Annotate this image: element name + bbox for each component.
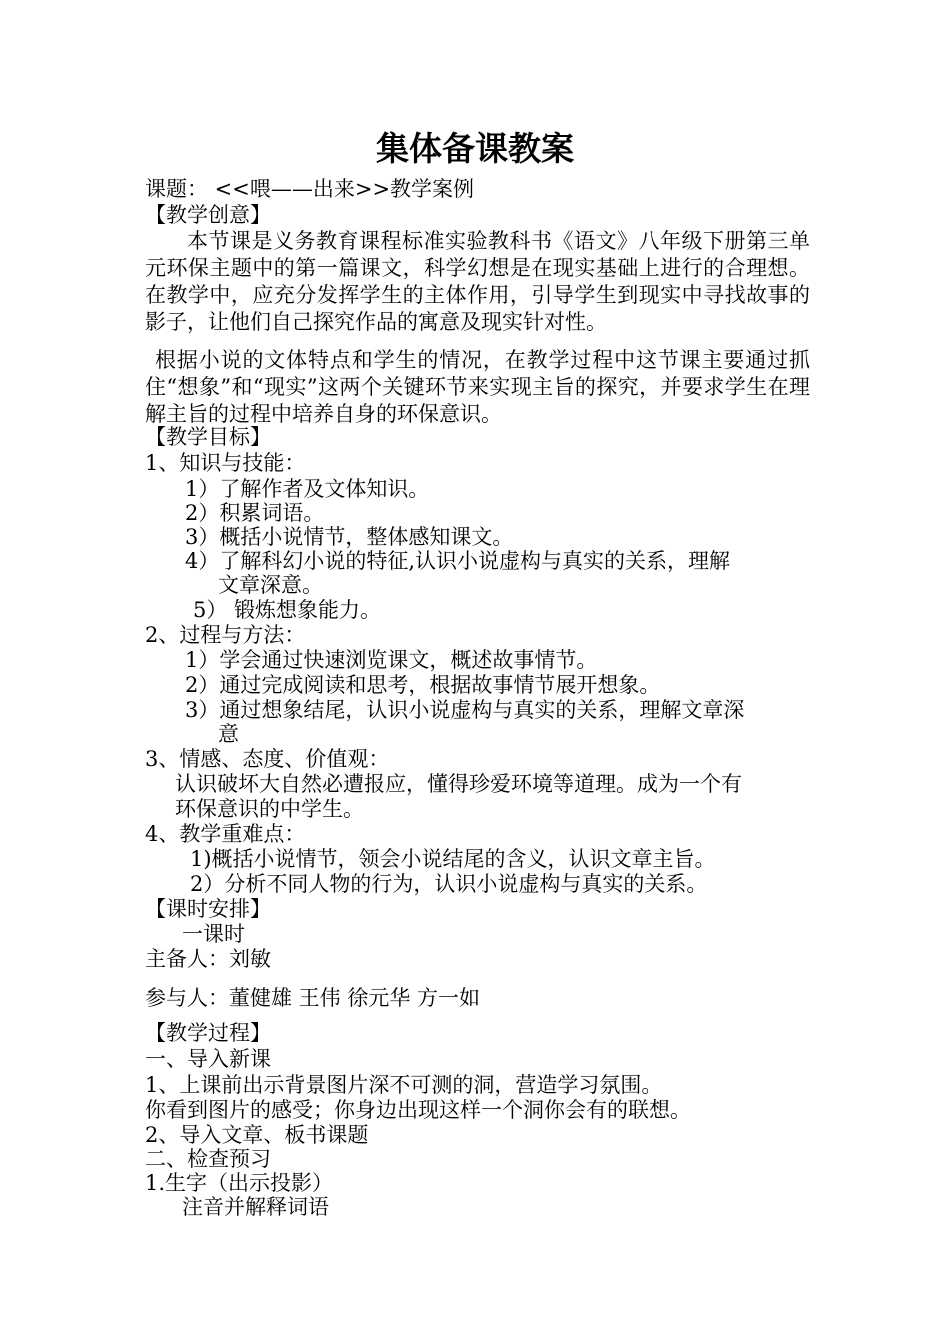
goal1-heading: 1、知识与技能：: [145, 451, 306, 475]
participants: 参与人：董健雄 王伟 徐元华 方一如: [145, 986, 481, 1010]
goal3-line: 认识破坏大自然必遭报应，懂得珍爱环境等道理。成为一个有: [175, 772, 742, 796]
process-line: 1、上课前出示背景图片深不可测的洞，营造学习氛围。: [145, 1073, 663, 1097]
process-line: 1.生字（出示投影）: [145, 1171, 334, 1195]
main-preparer: 主备人：刘敏: [145, 947, 271, 971]
goal3-line: 环保意识的中学生。: [175, 797, 364, 821]
goal2-heading: 2、过程与方法：: [145, 623, 306, 647]
process-line: 一、导入新课: [145, 1047, 271, 1071]
goal4-item: 1)概括小说情节，领会小说结尾的含义，认识文章主旨。: [190, 847, 716, 871]
section-heading-creative: 【教学创意】: [145, 203, 271, 227]
section-heading-goals: 【教学目标】: [145, 425, 271, 449]
goal2-item: 2）通过完成阅读和思考，根据故事情节展开想象。: [185, 673, 661, 697]
process-line: 注音并解释词语: [182, 1195, 329, 1219]
creative-paragraph-1: 本节课是义务教育课程标准实验教科书《语文》八年级下册第三单元环保主题中的第一篇课文，科学幻想是在现实基础上进行的合理想。在教学中，应充分发挥学生的主体作用，引导学生到现实中寻找故事的影子，让他们自己探究作品的寓意及现实针对性。: [145, 229, 810, 334]
goal1-item: 4）了解科幻小说的特征,认识小说虚构与真实的关系，理解: [185, 549, 731, 573]
goal1-item: 2）积累词语。: [185, 501, 325, 525]
goal2-item: 1）学会通过快速浏览课文，概述故事情节。: [185, 648, 598, 672]
lesson-topic: 课题： <<喂——出来>>教学案例: [145, 177, 475, 201]
schedule-value: 一课时: [182, 922, 245, 946]
goal1-item: 3）概括小说情节，整体感知课文。: [185, 525, 514, 549]
section-heading-schedule: 【课时安排】: [145, 897, 271, 921]
section-heading-process: 【教学过程】: [145, 1021, 271, 1045]
goal1-item-continued: 文章深意。: [218, 573, 323, 597]
goal1-item: 5） 锻炼想象能力。: [193, 598, 382, 622]
goal3-heading: 3、情感、态度、价值观：: [145, 747, 390, 771]
document-title: 集体备课教案: [376, 129, 574, 168]
goal4-item: 2）分析不同人物的行为，认识小说虚构与真实的关系。: [190, 872, 708, 896]
goal4-heading: 4、教学重难点：: [145, 822, 306, 846]
creative-paragraph-2: 根据小说的文体特点和学生的情况，在教学过程中这节课主要通过抓住“想象”和“现实”这两个关键环节来实现主旨的探究，并要求学生在理解主旨的过程中培养自身的环保意识。: [145, 348, 810, 426]
process-line: 2、导入文章、板书课题: [145, 1123, 369, 1147]
goal2-item-continued: 意: [218, 722, 239, 746]
process-line: 二、检查预习: [145, 1147, 271, 1171]
process-line: 你看到图片的感受；你身边出现这样一个洞你会有的联想。: [145, 1098, 691, 1122]
goal2-item: 3）通过想象结尾，认识小说虚构与真实的关系，理解文章深: [185, 698, 745, 722]
goal1-item: 1）了解作者及文体知识。: [185, 477, 430, 501]
